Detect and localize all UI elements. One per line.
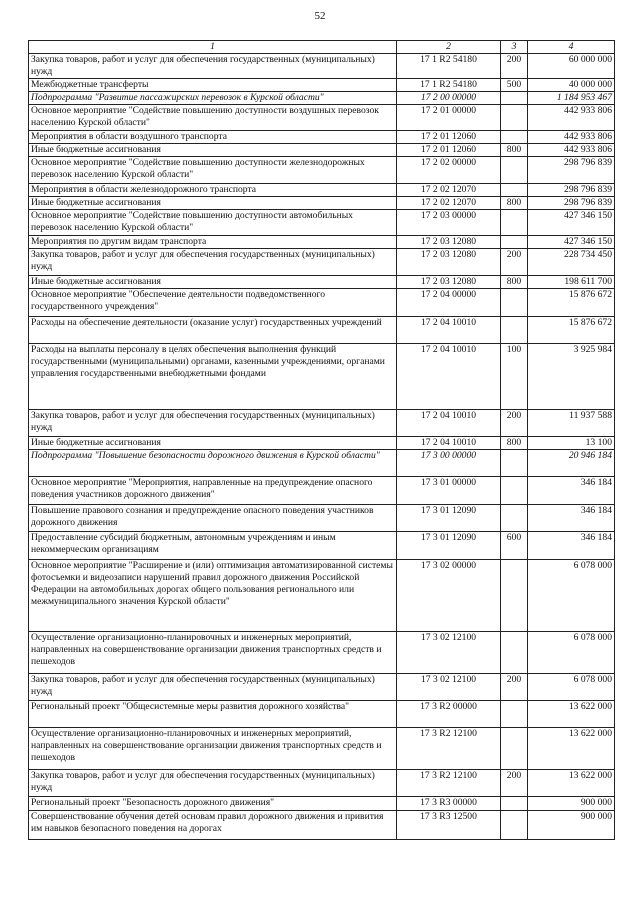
row-amount: 442 933 806: [528, 144, 615, 157]
row-amount: 60 000 000: [528, 54, 615, 79]
row-code: 17 2 03 12080: [397, 236, 501, 249]
row-amount: 20 946 184: [528, 450, 615, 477]
table-row: [29, 674, 615, 701]
table-row: [29, 249, 615, 276]
row-expense-type: 200: [501, 54, 528, 79]
row-name: Предоставление субсидий бюджетным, автономным учреждениям и иным некоммерческим организациям: [29, 532, 397, 560]
row-expense-type: 200: [501, 249, 528, 276]
table-row: [29, 505, 615, 532]
row-code: 17 3 01 12090: [397, 505, 501, 532]
row-code: 17 2 02 00000: [397, 157, 501, 184]
row-name: Основное мероприятие "Мероприятия, направленные на предупреждение опасного поведения участников дорожного движения": [29, 477, 397, 505]
row-amount: 13 622 000: [528, 728, 615, 770]
row-amount: 427 346 150: [528, 236, 615, 249]
row-amount: 13 622 000: [528, 770, 615, 797]
row-amount: 298 796 839: [528, 197, 615, 210]
table-row: [29, 317, 615, 344]
row-name: Иные бюджетные ассигнования: [29, 276, 397, 289]
row-amount: 900 000: [528, 797, 615, 811]
col-header-3: 3: [501, 41, 528, 54]
table-row: [29, 144, 615, 157]
table-row: [29, 728, 615, 770]
row-amount: 346 184: [528, 505, 615, 532]
table-body: [29, 54, 615, 840]
row-amount: 198 611 700: [528, 276, 615, 289]
col-header-4: 4: [528, 41, 615, 54]
row-amount: 442 933 806: [528, 105, 615, 131]
row-expense-type: [501, 131, 528, 144]
row-code: 17 1 R2 54180: [397, 54, 501, 79]
row-name: Мероприятия по другим видам транспорта: [29, 236, 397, 249]
row-name: Совершенствование обучения детей основам правил дорожного движения и привития им навыков безопасного поведения на дорогах: [29, 811, 397, 840]
row-code: 17 2 04 10010: [397, 410, 501, 437]
row-amount: 6 078 000: [528, 674, 615, 701]
row-amount: 15 876 672: [528, 289, 615, 317]
row-code: 17 3 R2 00000: [397, 701, 501, 728]
row-name: Региональный проект "Безопасность дорожного движения": [29, 797, 397, 811]
table-row: [29, 632, 615, 674]
row-expense-type: [501, 105, 528, 131]
table-row: [29, 560, 615, 632]
row-name: Подпрограмма "Развитие пассажирских перевозок в Курской области": [29, 92, 397, 105]
row-expense-type: [501, 236, 528, 249]
table-row: [29, 450, 615, 477]
row-code: 17 1 R2 54180: [397, 79, 501, 92]
table-row: [29, 131, 615, 144]
row-expense-type: 100: [501, 344, 528, 410]
row-expense-type: [501, 450, 528, 477]
row-expense-type: 200: [501, 410, 528, 437]
row-code: 17 2 04 10010: [397, 317, 501, 344]
row-code: 17 3 02 12100: [397, 674, 501, 701]
row-code: 17 3 01 12090: [397, 532, 501, 560]
row-amount: 298 796 839: [528, 157, 615, 184]
col-header-2: 2: [397, 41, 501, 54]
row-expense-type: 200: [501, 770, 528, 797]
table-row: [29, 797, 615, 811]
row-code: 17 2 00 00000: [397, 92, 501, 105]
row-expense-type: [501, 317, 528, 344]
row-name: Мероприятия в области железнодорожного транспорта: [29, 184, 397, 197]
row-code: 17 2 04 10010: [397, 344, 501, 410]
row-name: Мероприятия в области воздушного транспорта: [29, 131, 397, 144]
row-code: 17 3 00 00000: [397, 450, 501, 477]
row-code: 17 2 02 12070: [397, 184, 501, 197]
row-name: Осуществление организационно-планировочных и инженерных мероприятий, направленных на совершенствование организации движения транспортных средств и пешеходов: [29, 728, 397, 770]
row-name: Основное мероприятие "Обеспечение деятельности подведомственного государственного учреждения": [29, 289, 397, 317]
table-row: [29, 289, 615, 317]
row-name: Осуществление организационно-планировочных и инженерных мероприятий, направленных на совершенствование организации движения транспортных средств и пешеходов: [29, 632, 397, 674]
row-name: Основное мероприятие "Содействие повышению доступности железнодорожных перевозок населению Курской области": [29, 157, 397, 184]
row-amount: 298 796 839: [528, 184, 615, 197]
table-row: [29, 210, 615, 236]
table-row: [29, 92, 615, 105]
row-expense-type: [501, 728, 528, 770]
row-name: Иные бюджетные ассигнования: [29, 144, 397, 157]
table-row: [29, 105, 615, 131]
table-row: [29, 276, 615, 289]
row-code: 17 2 02 12070: [397, 197, 501, 210]
row-expense-type: [501, 560, 528, 632]
row-expense-type: 800: [501, 437, 528, 450]
row-name: Закупка товаров, работ и услуг для обеспечения государственных (муниципальных) нужд: [29, 770, 397, 797]
row-expense-type: [501, 701, 528, 728]
row-amount: 40 000 000: [528, 79, 615, 92]
row-expense-type: 200: [501, 674, 528, 701]
row-code: 17 2 01 12060: [397, 144, 501, 157]
row-name: Иные бюджетные ассигнования: [29, 197, 397, 210]
row-expense-type: 600: [501, 532, 528, 560]
row-code: 17 3 02 00000: [397, 560, 501, 632]
row-expense-type: 800: [501, 144, 528, 157]
row-name: Межбюджетные трансферты: [29, 79, 397, 92]
row-expense-type: [501, 797, 528, 811]
table-row: [29, 701, 615, 728]
row-amount: 15 876 672: [528, 317, 615, 344]
row-amount: 427 346 150: [528, 210, 615, 236]
row-code: 17 2 01 12060: [397, 131, 501, 144]
row-name: Иные бюджетные ассигнования: [29, 437, 397, 450]
table-row: [29, 437, 615, 450]
col-header-1: 1: [29, 41, 397, 54]
row-code: 17 3 R3 12500: [397, 811, 501, 840]
table-row: [29, 811, 615, 840]
row-expense-type: [501, 477, 528, 505]
row-amount: 228 734 450: [528, 249, 615, 276]
row-expense-type: 500: [501, 79, 528, 92]
row-expense-type: 800: [501, 276, 528, 289]
row-code: 17 2 01 00000: [397, 105, 501, 131]
row-amount: 6 078 000: [528, 632, 615, 674]
table-row: [29, 197, 615, 210]
row-code: 17 3 R2 12100: [397, 728, 501, 770]
row-name: Повышение правового сознания и предупреждение опасного поведения участников дорожного движения: [29, 505, 397, 532]
table-row: [29, 79, 615, 92]
row-amount: 1 184 953 467: [528, 92, 615, 105]
row-code: 17 2 03 12080: [397, 249, 501, 276]
row-name: Основное мероприятие "Содействие повышению доступности автомобильных перевозок населению Курской области": [29, 210, 397, 236]
row-name: Подпрограмма "Повышение безопасности дорожного движения в Курской области": [29, 450, 397, 477]
row-expense-type: [501, 811, 528, 840]
table-row: [29, 54, 615, 79]
row-amount: 11 937 588: [528, 410, 615, 437]
table-row: [29, 477, 615, 505]
row-code: 17 3 02 12100: [397, 632, 501, 674]
row-code: 17 3 01 00000: [397, 477, 501, 505]
row-amount: 346 184: [528, 477, 615, 505]
row-code: 17 2 03 00000: [397, 210, 501, 236]
row-amount: 3 925 984: [528, 344, 615, 410]
row-expense-type: [501, 92, 528, 105]
table-row: [29, 770, 615, 797]
row-name: Закупка товаров, работ и услуг для обеспечения государственных (муниципальных) нужд: [29, 54, 397, 79]
row-amount: 6 078 000: [528, 560, 615, 632]
table-row: [29, 532, 615, 560]
row-expense-type: [501, 505, 528, 532]
table-row: [29, 344, 615, 410]
row-code: 17 2 04 10010: [397, 437, 501, 450]
page-number: 52: [314, 10, 326, 22]
row-expense-type: [501, 210, 528, 236]
row-expense-type: [501, 289, 528, 317]
row-amount: 442 933 806: [528, 131, 615, 144]
row-name: Региональный проект "Общесистемные меры развития дорожного хозяйства": [29, 701, 397, 728]
row-expense-type: [501, 157, 528, 184]
budget-table: [28, 40, 615, 840]
row-name: Расходы на обеспечение деятельности (оказание услуг) государственных учреждений: [29, 317, 397, 344]
row-amount: 900 000: [528, 811, 615, 840]
row-expense-type: [501, 184, 528, 197]
table-header-row: [29, 41, 615, 54]
row-name: Основное мероприятие "Расширение и (или) оптимизация автоматизированной системы фотосъемки и видеозаписи нарушений правил дорожного движения Российской Федерации на автомобильных дорогах общего пользования регионального или межмуниципального значения Курской области": [29, 560, 397, 632]
row-name: Расходы на выплаты персоналу в целях обеспечения выполнения функций государственными (муниципальными) органами, казенными учреждениями, органами управления государственными внебюджетными фондами: [29, 344, 397, 410]
row-amount: 346 184: [528, 532, 615, 560]
table-row: [29, 410, 615, 437]
row-name: Закупка товаров, работ и услуг для обеспечения государственных (муниципальных) нужд: [29, 410, 397, 437]
row-code: 17 3 R3 00000: [397, 797, 501, 811]
row-amount: 13 622 000: [528, 701, 615, 728]
row-code: 17 2 03 12080: [397, 276, 501, 289]
row-amount: 13 100: [528, 437, 615, 450]
row-expense-type: [501, 632, 528, 674]
row-name: Закупка товаров, работ и услуг для обеспечения государственных (муниципальных) нужд: [29, 674, 397, 701]
table-row: [29, 236, 615, 249]
row-expense-type: 800: [501, 197, 528, 210]
table-row: [29, 184, 615, 197]
row-name: Основное мероприятие "Содействие повышению доступности воздушных перевозок населению Курской области": [29, 105, 397, 131]
row-code: 17 3 R2 12100: [397, 770, 501, 797]
table-row: [29, 157, 615, 184]
row-code: 17 2 04 00000: [397, 289, 501, 317]
row-name: Закупка товаров, работ и услуг для обеспечения государственных (муниципальных) нужд: [29, 249, 397, 276]
